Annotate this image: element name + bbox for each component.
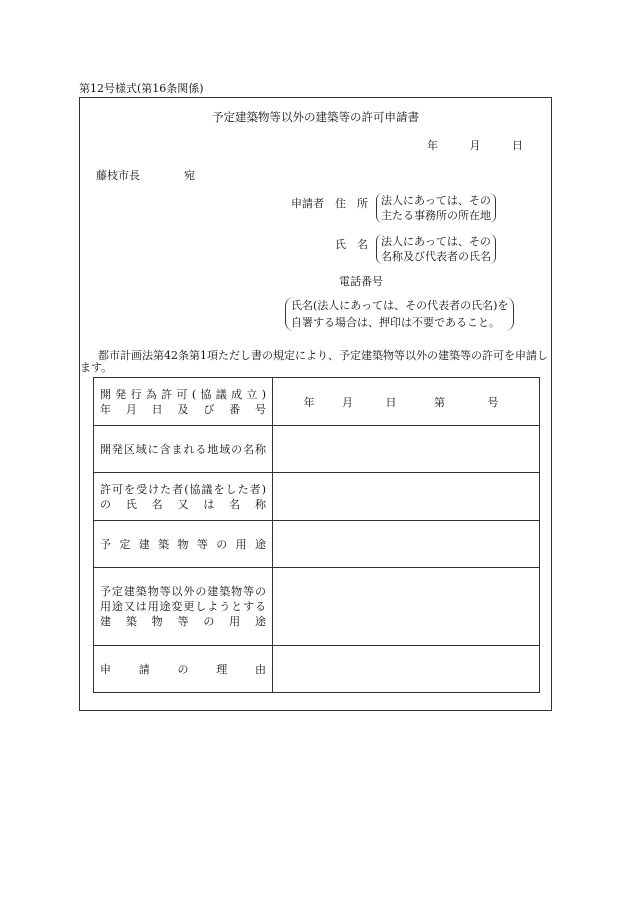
row-label-reason xyxy=(94,646,273,693)
row-label-line: 許可を受けた者(協議をした者) xyxy=(100,482,266,496)
name-note-line-2: 名称及び代表者の氏名 xyxy=(381,250,491,263)
table-row xyxy=(94,473,540,521)
row-label-development-permit xyxy=(94,378,273,426)
date-day: 日 xyxy=(512,139,523,152)
form-number: 第12号様式(第16条関係) xyxy=(79,82,204,95)
row-label-line: 予定建築物等の用途 xyxy=(100,537,266,551)
phone-label: 電話番号 xyxy=(339,275,383,288)
row-label-planned-use xyxy=(94,521,273,568)
application-table xyxy=(93,377,540,693)
table-row xyxy=(94,646,540,693)
application-form xyxy=(79,97,552,711)
row-value-reason[interactable] xyxy=(273,646,540,693)
signature-note-line-2: 自署する場合は、押印は不要であること。 xyxy=(291,316,500,329)
row-value-area-name[interactable] xyxy=(273,426,540,473)
intro-text: 都市計画法第42条第1項ただし書の規定により、予定建築物等以外の建築等の許可を申請します。 xyxy=(80,349,548,374)
row-label-line: 開発区域に含まれる地域の名称 xyxy=(100,442,266,456)
addressee-name: 藤枝市長 xyxy=(96,169,140,182)
row-label-line: 申請の理由 xyxy=(100,662,266,676)
table-row xyxy=(94,426,540,473)
form-title: 予定建築物等以外の建築等の許可申請書 xyxy=(212,110,419,124)
name-note-line-1: 法人にあっては、その xyxy=(381,235,491,248)
row-label-line: 予定建築物等以外の建築物等の xyxy=(100,585,266,598)
addressee-honorific: 宛 xyxy=(184,169,195,182)
addressee xyxy=(96,167,195,183)
value-month: 月 xyxy=(342,395,353,409)
date-month: 月 xyxy=(469,139,481,152)
name-label: 氏 名 xyxy=(335,238,368,251)
address-note-line-1: 法人にあっては、その xyxy=(381,194,491,207)
table-row xyxy=(94,378,540,426)
applicant-label: 申請者 xyxy=(291,197,324,210)
name-note xyxy=(376,234,496,264)
table-row xyxy=(94,521,540,568)
row-label-line: 開発行為許可(協議成立) xyxy=(100,387,266,401)
value-go: 号 xyxy=(487,395,499,409)
row-label-line: 建築物等の用途 xyxy=(100,615,266,628)
row-label-other-use xyxy=(94,568,273,646)
row-value-development-permit[interactable] xyxy=(273,378,540,426)
value-dai: 第 xyxy=(434,395,445,409)
row-label-line: 年月日及び番号 xyxy=(100,402,266,416)
value-year: 年 xyxy=(303,395,315,409)
row-label-line: の氏名又は名称 xyxy=(100,497,266,511)
address-note-line-2: 主たる事務所の所在地 xyxy=(381,209,491,222)
row-label-area-name xyxy=(94,426,273,473)
signature-note-line-1: 氏名(法人にあっては、その代表者の氏名)を xyxy=(291,299,509,312)
table-row xyxy=(94,568,540,646)
row-value-planned-use[interactable] xyxy=(273,521,540,568)
address-note xyxy=(376,193,496,223)
signature-note xyxy=(285,297,514,331)
value-day: 日 xyxy=(385,395,397,409)
row-value-other-use[interactable] xyxy=(273,568,540,646)
date-line xyxy=(399,137,523,153)
address-label: 住 所 xyxy=(335,197,368,210)
row-value-permit-holder[interactable] xyxy=(273,473,540,521)
row-label-line: 用途又は用途変更しようとする xyxy=(100,600,266,613)
date-year: 年 xyxy=(427,139,438,152)
row-label-permit-holder xyxy=(94,473,273,521)
